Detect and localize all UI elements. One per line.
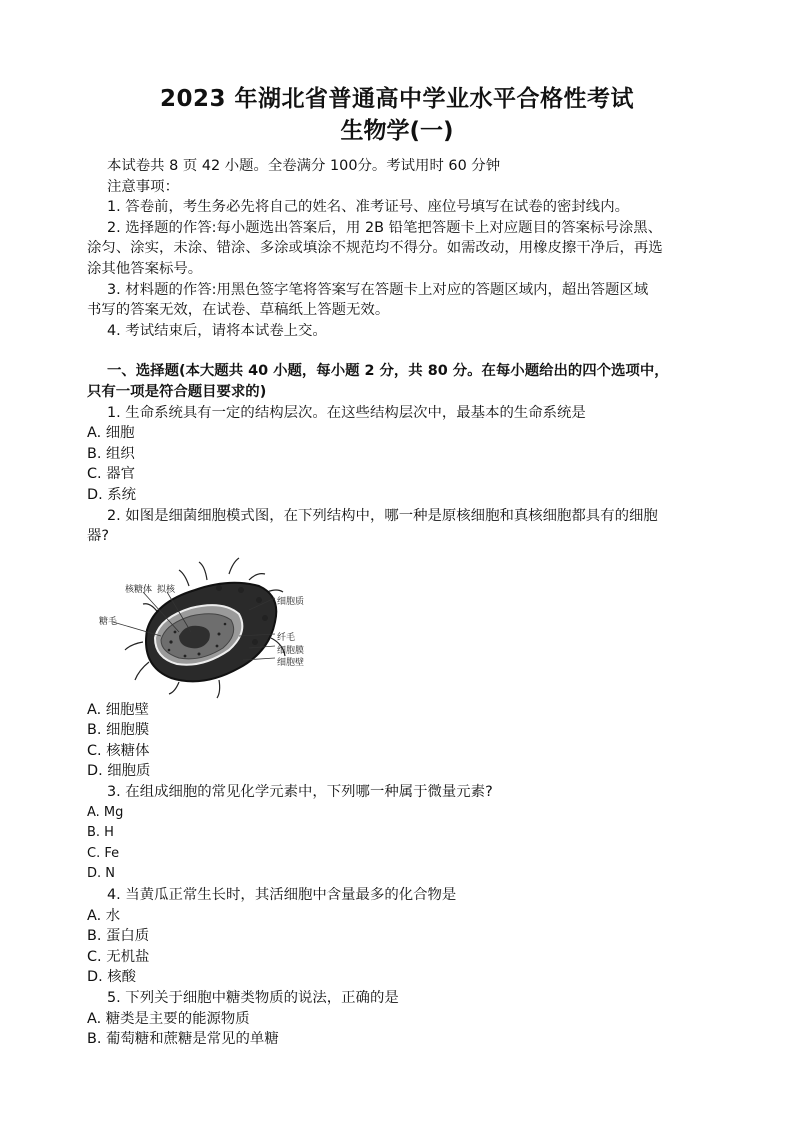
question-2-line1: 2. 如图是细菌细胞模式图，在下列结构中，哪一种是原核细胞和真核细胞都具有的细胞 [107,507,658,524]
q1-option-d: D. 系统 [87,486,137,503]
label-wall: 细胞壁 [277,657,305,668]
label-membrane: 细胞膜 [277,645,305,656]
note-2-line1: 2. 选择题的作答:每小题选出答案后，用 2B 铅笔把答题卡上对应题目的答案标号涂黑、 [107,219,663,236]
note-4: 4. 考试结束后，请将本试卷上交。 [107,322,327,339]
label-cytoplasm: 细胞质 [277,596,305,607]
label-pili: 纤毛 [277,632,296,643]
q4-option-d: D. 核酸 [87,969,137,986]
note-2-line3: 涂其他答案标号。 [87,260,203,277]
exam-body [87,156,727,1050]
q3-option-a: A. Mg [87,804,124,820]
exam-title: 2023 年湖北省普通高中学业水平合格性考试 [159,86,635,112]
exam-subtitle: 生物学(一) [340,118,454,144]
question-1: 1. 生命系统具有一定的结构层次。在这些结构层次中，最基本的生命系统是 [107,404,586,421]
q3-option-c: C. Fe [87,845,120,861]
bacterial-cell-figure [99,552,319,700]
note-3-line1: 3. 材料题的作答:用黑色签字笔将答案写在答题卡上对应的答题区域内，超出答题区域 [107,281,649,298]
q4-option-a: A. 水 [87,907,121,924]
note-3-line2: 书写的答案无效，在试卷、草稿纸上答题无效。 [87,302,390,319]
label-capsule: 糖毛 [99,616,118,627]
q2-option-a: A. 细胞壁 [87,701,149,718]
question-2-line2: 器? [87,528,110,545]
label-nucleoid: 拟核 [157,584,176,595]
q4-option-c: C. 无机盐 [87,948,150,965]
notes-heading: 注意事项： [107,178,179,195]
q3-option-b: B. H [87,825,114,841]
note-2-line2: 涂匀、涂实，未涂、错涂、多涂或填涂不规范均不得分。如需改动，用橡皮擦干净后，再选 [87,240,663,257]
label-ribosome: 核糖体 [125,584,153,595]
q2-option-d: D. 细胞质 [87,763,151,780]
q5-option-a: A. 糖类是主要的能源物质 [87,1010,250,1027]
section-heading-line1: 一、选择题(本大题共 40 小题，每小题 2 分，共 80 分。在每小题给出的四个选项中， [107,363,669,380]
intro-text: 本试卷共 8 页 42 小题。全卷满分 100分。考试用时 60 分钟 [107,158,501,174]
question-5: 5. 下列关于细胞中糖类物质的说法，正确的是 [107,990,399,1006]
bacterial-cell-diagram [99,552,319,700]
section-heading-line2: 只有一项是符合题目要求的) [87,383,267,400]
q2-option-c: C. 核糖体 [87,742,150,759]
question-3: 3. 在组成细胞的常见化学元素中，下列哪一种属于微量元素? [107,784,493,801]
q1-option-c: C. 器官 [87,466,135,483]
q4-option-b: B. 蛋白质 [87,928,150,945]
q1-option-a: A. 细胞 [87,425,135,442]
q1-option-b: B. 组织 [87,445,135,462]
q3-option-d: D. N [87,866,115,882]
q5-option-b: B. 葡萄糖和蔗糖是常见的单糖 [87,1031,279,1048]
q2-option-b: B. 细胞膜 [87,722,150,739]
note-1: 1. 答卷前，考生务必先将自己的姓名、准考证号、座位号填写在试卷的密封线内。 [107,199,629,216]
question-4: 4. 当黄瓜正常生长时，其活细胞中含量最多的化合物是 [107,887,457,904]
